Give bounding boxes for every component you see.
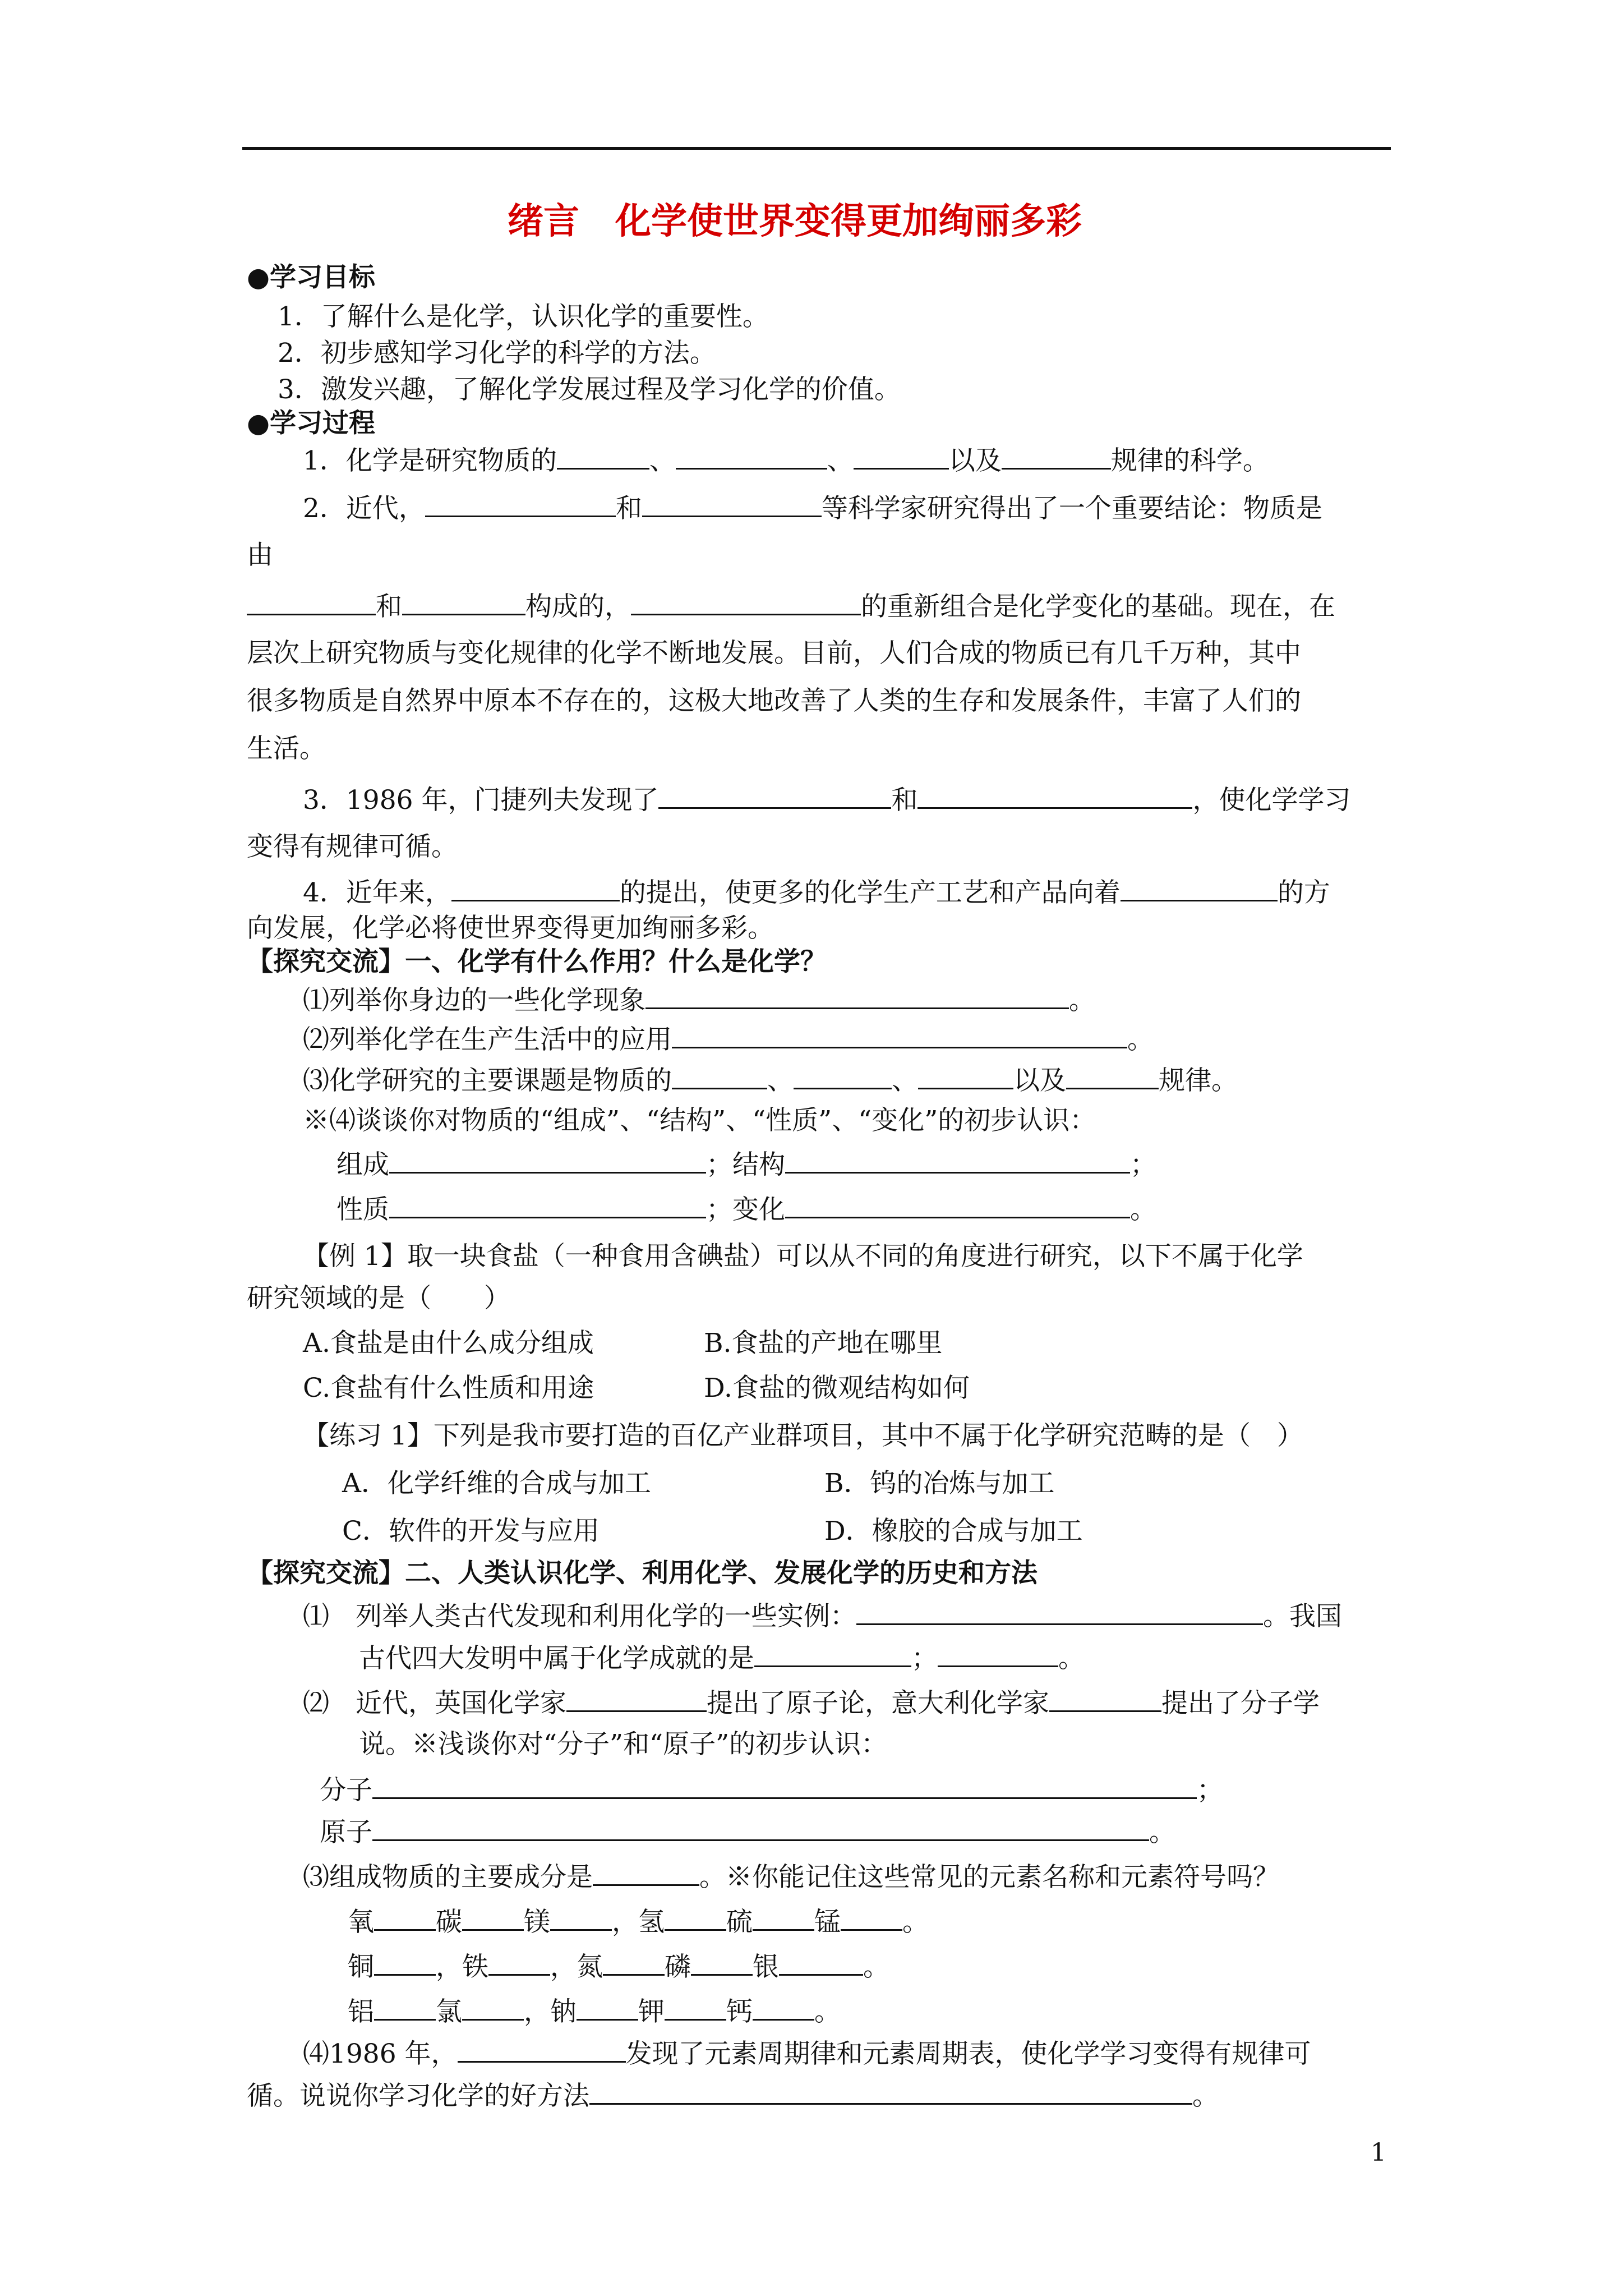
explore2-q4-line: 循。说说你学习化学的好方法 。 xyxy=(247,2078,1219,2113)
header-rule xyxy=(242,147,1391,150)
explore2-q1-line: 古代四大发明中属于化学成就的是 ； 。 xyxy=(359,1641,1085,1676)
goal-item: 1．了解什么是化学，认识化学的重要性。 xyxy=(278,301,769,332)
process-item-4-line: 向发展，化学必将使世界变得更加绚丽多彩。 xyxy=(247,913,774,944)
explore2-heading: 【探究交流】二、人类认识化学、利用化学、发展化学的历史和方法 xyxy=(247,1558,1038,1589)
page-title: 绪言 化学使世界变得更加绚丽多彩 xyxy=(508,200,1082,242)
example1-stem-line: 研究领域的是（ ） xyxy=(247,1283,510,1314)
practice1-option-d: D．橡胶的合成与加工 xyxy=(824,1516,1083,1547)
practice1-option-a: A．化学纤维的合成与加工 xyxy=(342,1468,651,1499)
explore1-heading: 【探究交流】一、化学有什么作用？什么是化学？ xyxy=(247,946,827,977)
process-item-2-line: 和 构成的， 的重新组合是化学变化的基础。现在，在 xyxy=(247,589,1335,624)
process-item-4: 4．近年来， 的提出，使更多的化学生产工艺和产品向着 的方 xyxy=(303,875,1330,910)
process-item-1: 1．化学是研究物质的 、 、 以及 规律的科学。 xyxy=(303,443,1269,478)
practice1-stem: 【练习 1】下列是我市要打造的百亿产业群项目，其中不属于化学研究范畴的是（ ） xyxy=(303,1420,1303,1451)
process-item-2-line: 生活。 xyxy=(247,733,326,764)
explore2-q1: ⑴ 列举人类古代发现和利用化学的一些实例： 。我国 xyxy=(303,1599,1342,1634)
explore1-q4: ※⑷谈谈你对物质的“组成”、“结构”、“性质”、“变化”的初步认识： xyxy=(303,1105,1096,1136)
element-row-1: 氧 碳 镁 ，氢 硫 锰 。 xyxy=(348,1904,929,1939)
process-item-2-line: 由 xyxy=(247,540,273,570)
explore2-q3: ⑶组成物质的主要成分是 。※你能记住这些常见的元素名称和元素符号吗？ xyxy=(303,1860,1279,1894)
goals-heading: ●学习目标 xyxy=(247,262,376,293)
example1-option-b: B.食盐的产地在哪里 xyxy=(704,1328,943,1359)
process-item-2: 2．近代， 和 等科学家研究得出了一个重要结论：物质是 xyxy=(303,491,1322,526)
process-item-2-line: 很多物质是自然界中原本不存在的，这极大地改善了人类的生存和发展条件，丰富了人们的 xyxy=(247,685,1301,716)
practice1-option-b: B．钨的冶炼与加工 xyxy=(824,1468,1055,1499)
process-item-2-line: 层次上研究物质与变化规律的化学不断地发展。目前，人们合成的物质已有几千万种，其中 xyxy=(247,638,1301,669)
explore1-q2: ⑵列举化学在生产生活中的应用 。 xyxy=(303,1022,1154,1057)
explore1-q4-line2: 性质 ；变化 。 xyxy=(336,1192,1156,1227)
example1-option-d: D.食盐的微观结构如何 xyxy=(704,1373,970,1404)
page-number: 1 xyxy=(1371,2138,1386,2167)
example1-option-a: A.食盐是由什么成分组成 xyxy=(303,1328,594,1359)
explore2-fenzi: 分子 ； xyxy=(320,1773,1223,1807)
explore2-q4: ⑷1986 年， 发现了元素周期律和元素周期表，使化学学习变得有规律可 xyxy=(303,2036,1311,2071)
explore1-q4-line1: 组成 ；结构 ； xyxy=(336,1147,1156,1182)
element-row-2: 铜 ，铁 ，氮 磷 银 。 xyxy=(348,1949,889,1984)
explore2-q2: ⑵ 近代，英国化学家 提出了原子论，意大利化学家 提出了分子学 xyxy=(303,1686,1320,1720)
explore2-q2-line: 说。※浅谈你对“分子”和“原子”的初步认识： xyxy=(359,1729,888,1760)
explore1-q3: ⑶化学研究的主要课题是物质的 、 、 以及 规律。 xyxy=(303,1063,1238,1098)
practice1-option-c: C．软件的开发与应用 xyxy=(342,1516,600,1547)
element-row-3: 铝 氯 ，钠 钾 钙 。 xyxy=(348,1994,841,2029)
explore2-yuanzi: 原子 。 xyxy=(320,1815,1175,1849)
example1-option-c: C.食盐有什么性质和用途 xyxy=(303,1373,594,1404)
goal-item: 3．激发兴趣，了解化学发展过程及学习化学的价值。 xyxy=(278,374,901,405)
example1-stem: 【例 1】取一块食盐（一种食用含碘盐）可以从不同的角度进行研究，以下不属于化学 xyxy=(303,1241,1303,1272)
process-heading: ●学习过程 xyxy=(247,408,376,439)
explore1-q1: ⑴列举你身边的一些化学现象 。 xyxy=(303,983,1095,1018)
process-item-3: 3．1986 年，门捷列夫发现了 和 ，使化学学习 xyxy=(303,783,1350,817)
goal-item: 2．初步感知学习化学的科学的方法。 xyxy=(278,338,716,369)
process-item-3-line: 变得有规律可循。 xyxy=(247,831,458,862)
